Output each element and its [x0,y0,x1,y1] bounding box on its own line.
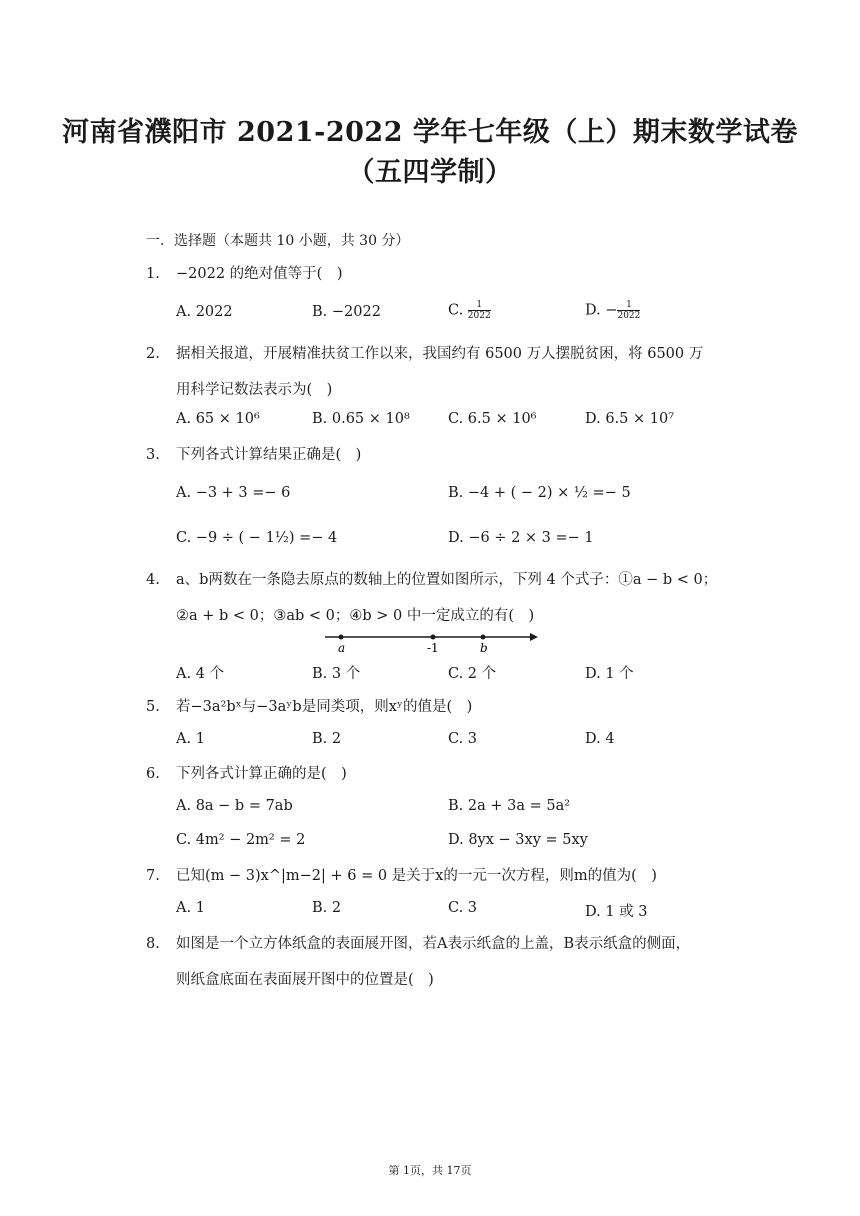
label-minus-1: -1 [427,641,439,655]
q3-option-d: D. −6 ÷ 2 × 3 =− 1 [448,530,594,546]
question-3-text: 下列各式计算结果正确是( ) [176,447,362,463]
question-1: 1. −2022 的绝对值等于( ) [146,266,343,282]
point-b [481,635,486,640]
q6-option-c: C. 4m² − 2m² = 2 [176,832,306,848]
q4-option-a: A. 4 个 [176,666,225,682]
question-6-text: 下列各式计算正确的是( ) [176,766,347,782]
q1-option-a: A. 2022 [176,304,233,320]
q5-option-b: B. 2 [312,731,342,747]
question-2: 2. 据相关报道，开展精准扶贫工作以来，我国约有 6500 万人摆脱贫困，将 6500 万 [146,346,704,362]
page-footer: 第 1页，共 17页 [388,1164,472,1177]
point-a [339,635,344,640]
question-5: 5. 若−3a²bˣ与−3aʸb是同类项，则xʸ的值是( ) [146,699,473,715]
label-b: b [480,641,488,655]
question-8: 8. 如图是一个立方体纸盒的表面展开图，若A表示纸盒的上盖，B表示纸盒的侧面， [146,936,691,952]
label-a: a [338,641,346,655]
q3-option-c: C. −9 ÷ ( − 1½) =− 4 [176,530,338,546]
arrow-head-icon [530,633,538,641]
q5-option-c: C. 3 [448,731,478,747]
q1-option-c: C. $\frac{1}{2022}$ [448,300,491,321]
q2-option-d: D. 6.5 × 10⁷ [585,411,675,427]
fraction: $\frac{1}{2022}$ [467,300,491,321]
q1-option-b: B. −2022 [312,304,381,320]
page-title-line2: （五四学制） [347,157,513,188]
question-2-text: 据相关报道，开展精准扶贫工作以来，我国约有 6500 万人摆脱贫困，将 6500 万 [176,346,704,362]
question-7: 7. 已知(m − 3)x^|m−2| + 6 = 0 是关于x的一元一次方程，则m的值为( ) [146,868,657,884]
q6-option-a: A. 8a − b = 7ab [176,798,293,814]
q4-option-b: B. 3 个 [312,666,361,682]
question-5-text: 若−3a²bˣ与−3aʸb是同类项，则xʸ的值是( ) [176,699,473,715]
q5-option-a: A. 1 [176,731,205,747]
question-8-text-cont: 则纸盒底面在表面展开图中的位置是( ) [176,972,434,988]
question-1-text: −2022 的绝对值等于( ) [176,266,343,282]
q7-option-c: C. 3 [448,900,478,916]
q2-option-a: A. 65 × 10⁶ [176,411,260,427]
q2-option-c: C. 6.5 × 10⁶ [448,411,537,427]
q4-option-d: D. 1 个 [585,666,634,682]
q3-option-a: A. −3 + 3 =− 6 [176,485,291,501]
question-4: 4. a、b两数在一条隐去原点的数轴上的位置如图所示，下列 4 个式子：①a − b < 0； [146,572,718,588]
question-4-text: a、b两数在一条隐去原点的数轴上的位置如图所示，下列 4 个式子：①a − b < 0； [176,572,718,588]
point-minus-1 [431,635,436,640]
section-heading: 一．选择题（本题共 10 小题，共 30 分） [146,233,410,249]
q6-option-b: B. 2a + 3a = 5a² [448,798,571,814]
question-3: 3. 下列各式计算结果正确是( ) [146,447,362,463]
q5-option-d: D. 4 [585,731,615,747]
question-2-text-cont: 用科学记数法表示为( ) [176,382,333,398]
page-title-line1: 河南省濮阳市 2021-2022 学年七年级（上）期末数学试卷 [62,117,798,148]
q3-option-b: B. −4 + ( − 2) × ½ =− 5 [448,485,631,501]
q1-option-d: D. − $\frac{1}{2022}$ [585,300,641,321]
q6-option-d: D. 8yx − 3xy = 5xy [448,832,588,848]
question-8-text: 如图是一个立方体纸盒的表面展开图，若A表示纸盒的上盖，B表示纸盒的侧面， [176,936,691,952]
question-6: 6. 下列各式计算正确的是( ) [146,766,347,782]
q2-option-b: B. 0.65 × 10⁸ [312,411,410,427]
q7-option-a: A. 1 [176,900,205,916]
q4-option-c: C. 2 个 [448,666,497,682]
number-line [325,627,540,657]
question-7-text: 已知(m − 3)x^|m−2| + 6 = 0 是关于x的一元一次方程，则m的值为( ) [176,868,657,884]
fraction: $\frac{1}{2022}$ [617,300,641,321]
q7-option-d: D. 1 或 3 [585,904,648,920]
question-4-text-cont: ②a + b < 0；③ab < 0；④b > 0 中一定成立的有( ) [176,608,535,624]
q7-option-b: B. 2 [312,900,342,916]
